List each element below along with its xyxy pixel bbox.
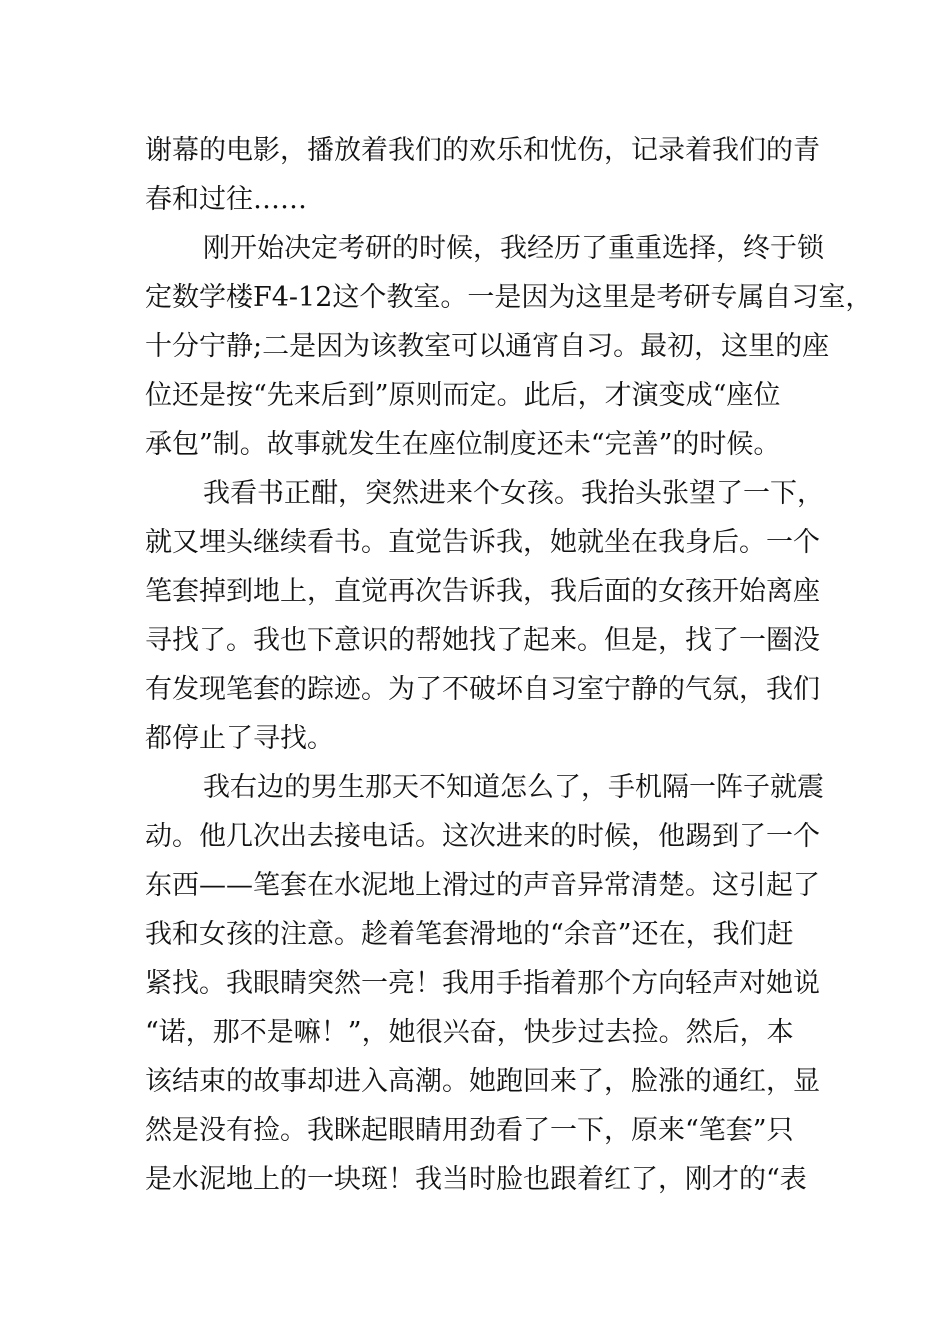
paragraph-start-line: 刚开始决定考研的时候，我经历了重重选择，终于锁	[203, 233, 824, 264]
text-line: 就又埋头继续看书。直觉告诉我，她就坐在我身后。一个	[145, 527, 820, 558]
body-text	[145, 126, 873, 1204]
text-line: 紧找。我眼睛突然一亮！我用手指着那个方向轻声对她说	[145, 968, 820, 999]
text-line: 有发现笔套的踪迹。为了不破坏自习室宁静的气氛，我们	[145, 674, 820, 705]
text-line: 位还是按“先来后到”原则而定。此后，才演变成“座位	[145, 380, 781, 411]
text-line: 东西——笔套在水泥地上滑过的声音异常清楚。这引起了	[145, 870, 820, 901]
text-line: 动。他几次出去接电话。这次进来的时候，他踢到了一个	[145, 821, 820, 852]
text-line: 笔套掉到地上，直觉再次告诉我，我后面的女孩开始离座	[145, 576, 820, 607]
text-line: 谢幕的电影，播放着我们的欢乐和忧伤，记录着我们的青	[145, 135, 820, 166]
text-line: 该结束的故事却进入高潮。她跑回来了，脸涨的通红，显	[145, 1066, 820, 1097]
text-line: 承包”制。故事就发生在座位制度还未“完善”的时候。	[145, 429, 781, 460]
text-line: 寻找了。我也下意识的帮她找了起来。但是，找了一圈没	[145, 625, 820, 656]
text-line: 然是没有捡。我眯起眼睛用劲看了一下，原来“笔套”只	[145, 1115, 794, 1146]
text-line: 春和过往……	[145, 184, 307, 215]
text-line: 十分宁静;二是因为该教室可以通宵自习。最初，这里的座	[145, 331, 830, 362]
text-line: 我和女孩的注意。趁着笔套滑地的“余音”还在，我们赶	[145, 919, 794, 950]
paragraph-start-line: 我右边的男生那天不知道怎么了，手机隔一阵子就震	[203, 772, 824, 803]
text-line: 是水泥地上的一块斑！我当时脸也跟着红了，刚才的“表	[145, 1164, 807, 1195]
text-line: 定数学楼F4-12这个教室。一是因为这里是考研专属自习室，	[145, 282, 873, 313]
text-line: “诺，那不是嘛！”，她很兴奋，快步过去捡。然后，本	[145, 1017, 794, 1048]
paragraph-start-line: 我看书正酣，突然进来个女孩。我抬头张望了一下，	[203, 478, 824, 509]
text-line: 都停止了寻找。	[145, 723, 334, 754]
